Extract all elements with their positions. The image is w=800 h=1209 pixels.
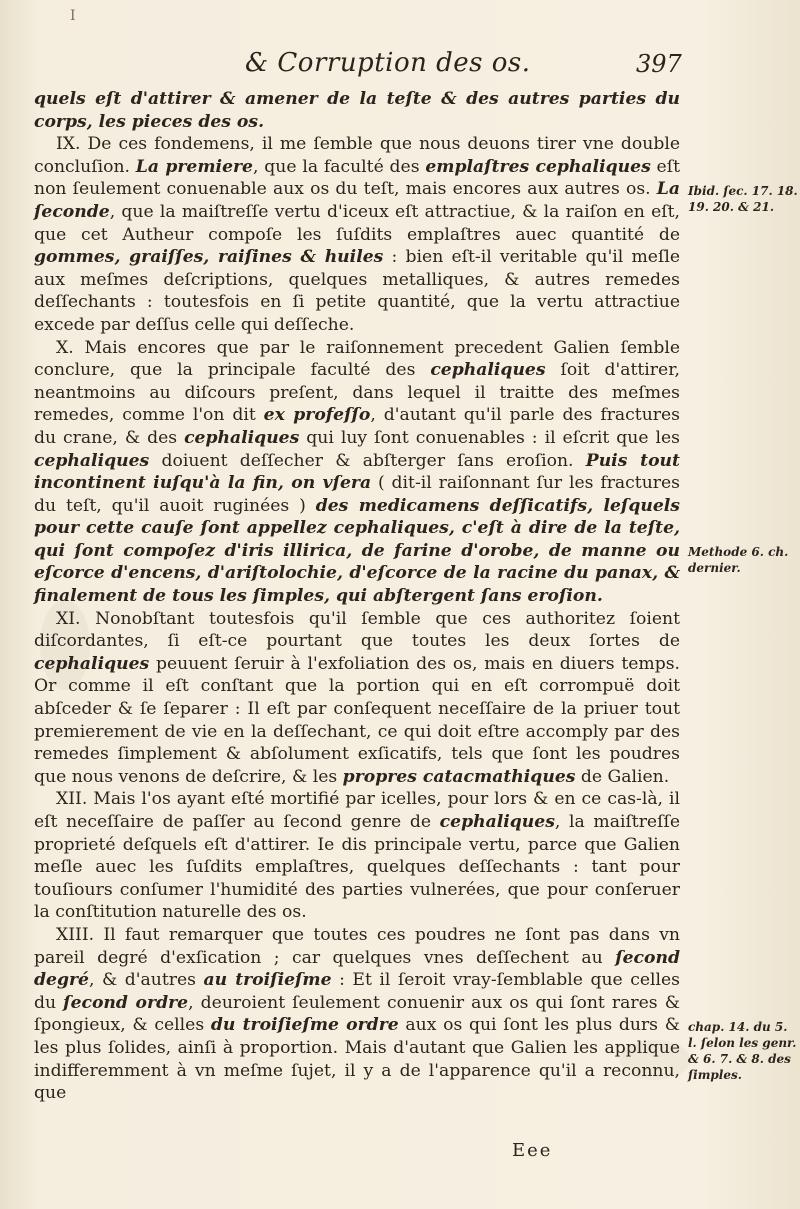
italic-text: du troiſieſme ordre — [210, 1015, 399, 1036]
text-run: eſt non ſeulement conuenable aux os du teſt, mais encores aux autres os. — [34, 156, 680, 200]
paragraph — [34, 608, 680, 789]
text-run: , la maiſtreſſe proprieté deſquels eſt d'attirer. Ie dis principale vertu, parce que Galien meſle auec les ſuſdits emplaſtres, quelques deſſechants : tant pour touſiours conſumer l'humidité des parties vulnerées, que pour conſeruer la conſtitution naturelle des os. — [34, 812, 680, 923]
text-run: IX. De ces fondemens, il me ſemble que nous deuons tirer vne double concluſion. — [34, 134, 680, 177]
italic-text: quels eſt d'attirer & amener de la teſte & des autres parties du corps, les pieces des os. — [34, 89, 680, 132]
page-header — [0, 48, 800, 82]
italic-text: Puis tout incontinent iuſqu'à la fin, on vſera — [34, 450, 680, 494]
body-text — [34, 88, 680, 1105]
italic-text: cephaliques — [34, 653, 150, 674]
italic-text: cephaliques — [34, 450, 150, 471]
text-run: peuuent ſeruir à l'exfoliation des os, mais en diuers temps. Or comme il eſt conſtant que la portion qui en eſt corrompuë doit abſceder & ſe ſeparer : Il eſt par conſequent neceſſaire de la priuer tout premierement de vie en la deſſechant, ce qui doit eſtre accomply par des remedes ſimplement & abſolument exſicatifs, tels que ſont les poudres que nous venons de deſcrire, & les — [34, 653, 680, 787]
paragraph — [34, 88, 680, 133]
italic-text: La premiere — [135, 156, 253, 177]
text-run: XII. Mais l'os ayant eſté mortifié par icelles, pour lors & en ce cas-là, il eſt neceſſaire de paſſer au ſecond genre de — [34, 789, 680, 832]
italic-text: au troiſieſme — [203, 970, 332, 991]
text-run: aux os qui ſont les plus durs & les plus ſolides, ainſi à proportion. Mais d'autant que Galien les applique indifferemment à vn meſme ſujet, il y a de l'apparence qu'il a reconnu, que — [34, 1015, 680, 1104]
italic-text: ſecond degré — [34, 947, 680, 991]
paragraph — [34, 337, 680, 608]
text-run: : bien eſt-il veritable qu'il meſle aux meſmes deſcriptions, quelques metalliques, & autres remedes deſſechants : toutesfois en ſi petite quantité, que la vertu attractiue excede par deſſus celle qui deſſeche. — [34, 247, 680, 335]
corner-mark: I — [70, 8, 76, 24]
text-run: , que la faculté des — [253, 156, 426, 177]
text-run: ſoit d'attirer, neantmoins au diſcours preſent, dans lequel il traitte des meſmes remedes, comme l'on dit — [34, 360, 680, 426]
italic-text: cephaliques — [184, 427, 300, 448]
text-run: doiuent deſſecher & abſterger ſans eroſion. — [149, 450, 586, 471]
text-run: , & d'autres — [88, 970, 204, 991]
text-run: de Galien. — [575, 766, 670, 787]
page-number: 397 — [636, 50, 682, 78]
text-run: qui luy ſont conuenables : il eſcrit que les — [299, 427, 680, 448]
text-run: , que la maiſtreſſe vertu d'iceux eſt attractiue, & la raiſon en eſt, que cet Autheur compoſe les ſuſdits emplaſtres auec quantité de — [34, 201, 680, 245]
italic-text: ſecond ordre — [63, 992, 189, 1013]
italic-text: La ſeconde — [34, 179, 680, 222]
text-run: , deuroient ſeulement conuenir aux os qui ſont rares & ſpongieux, & celles — [34, 992, 680, 1036]
text-run: , d'autant qu'il parle des fractures du crane, & des — [34, 405, 680, 448]
italic-text: des medicamens deſſicatifs, leſquels pour cette cauſe ſont appellez cephaliques, c'eſt à dire de la teſte, qui ſont compoſez d'iris illirica, de farine d'orobe, de manne ou eſcorce d'encens, d'ariſtolochie, d'eſcorce de la racine du panax, & finalement de tous les ſimples, qui abſtergent ſans eroſion. — [34, 495, 680, 607]
margin-note-1: Ibid. ſec. 17. 18. 19. 20. & 21. — [688, 184, 798, 214]
text-run: X. Mais encores que par le raiſonnement precedent Galien ſemble conclure, que la principale faculté des — [34, 337, 680, 381]
italic-text: cephaliques — [430, 360, 546, 381]
italic-text: propres catacmathiques — [342, 766, 576, 787]
text-run: XIII. Il faut remarquer que toutes ces poudres ne ſont pas dans vn pareil degré d'exſication ; car quelques vnes deſſechent au — [34, 924, 680, 968]
margin-note-3: chap. 14. du 5. l. ſelon les genr. & 6. 7. & 8. des ſimples. — [688, 1020, 797, 1082]
paragraph — [34, 788, 680, 924]
italic-text: cephaliques — [439, 812, 555, 832]
text-run: XI. Nonobſtant toutesfois qu'il ſemble que ces authoritez ſoient diſcordantes, ſi eſt-ce pourtant que toutes les deux ſortes de — [34, 608, 680, 652]
paragraph — [34, 133, 680, 336]
margin-note-2: Methode 6. ch. dernier. — [688, 545, 789, 575]
signature-mark: Eee — [512, 1140, 553, 1161]
text-run: : Et il ſeroit vray-ſemblable que celles du — [34, 970, 681, 1013]
paragraph — [34, 924, 680, 1105]
italic-text: ex profeſſo — [263, 405, 371, 426]
italic-text: emplaſtres cephaliques — [425, 156, 651, 177]
running-title: & Corruption des os. — [245, 48, 531, 78]
text-run: ( dit-il raiſonnant ſur les fractures du teſt, qu'il auoit ruginées ) — [34, 473, 680, 516]
italic-text: gommes, graiſſes, raiſines & huiles — [34, 247, 384, 268]
